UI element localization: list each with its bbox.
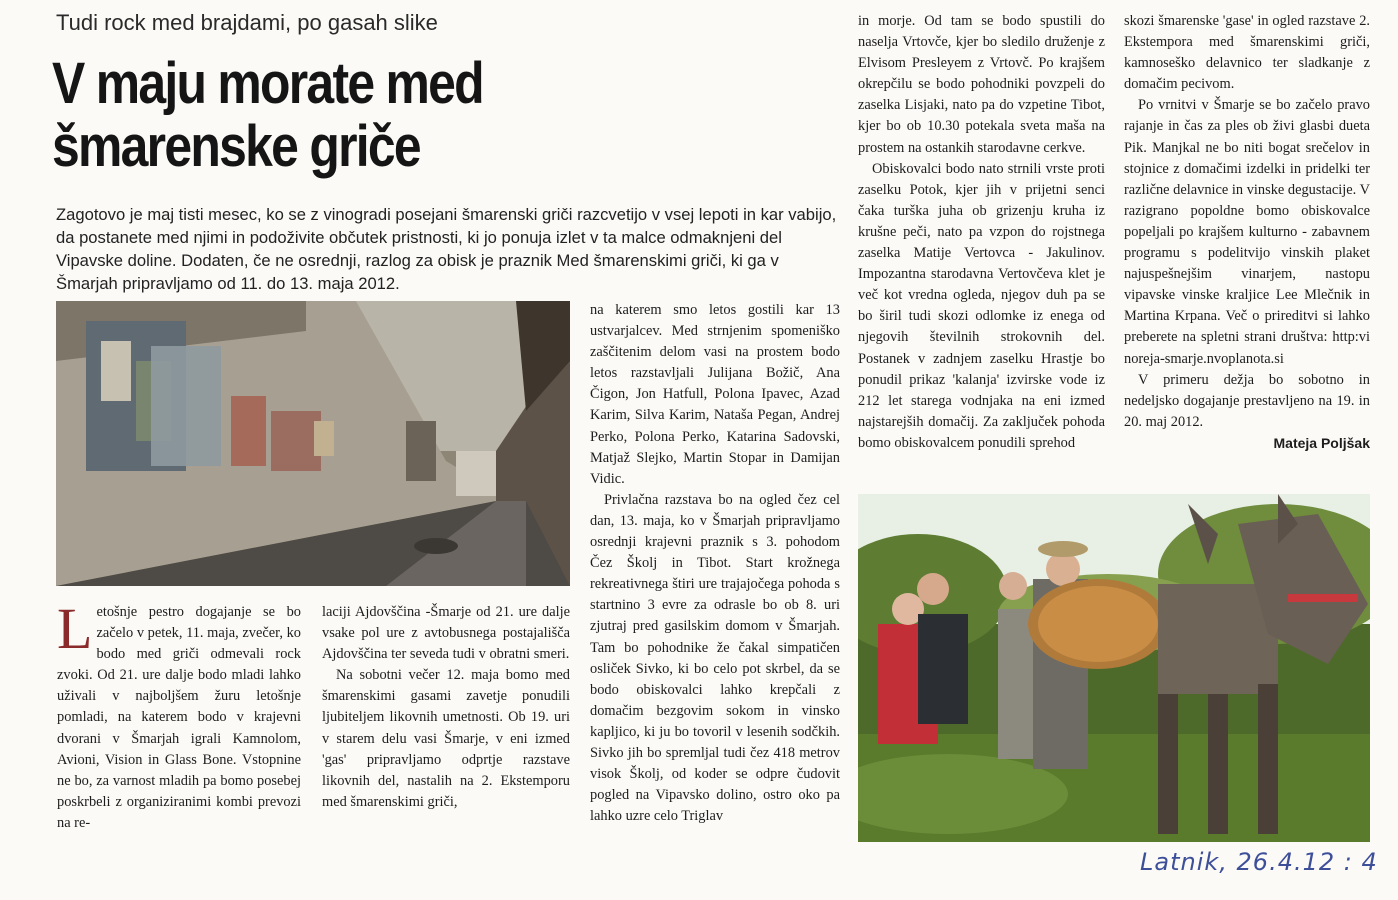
column-3-paragraph-1: na katerem smo letos gostili kar 13 ustvarjalcev. Med strnjenim spomeniško zaščitenim delom vasi na prostem bodo letos razstavljali Julijana Božič, Ana Čigon, Jon Hatfull, Polona Ipavec, Azad Karim, Silva Karim, Nataša Pegan, Andrej Perko, Polona Perko, Katarina Sadovski, Matjaž Slejko, Martin Stopar in Damijan Vidic. (590, 302, 840, 487)
article-headline (52, 52, 499, 178)
column-4 (858, 11, 1105, 454)
donkey-photo-image (858, 494, 1370, 842)
column-5-paragraph-2 (1124, 95, 1370, 369)
column-5-paragraph-1: skozi šmarenske 'gase' in ogled razstave 2. Ekstempora med šmarenskimi griči, kamnoseško delavnico ter sladkanje z domačim pecivom. (1124, 13, 1370, 93)
column-1-text: etošnje pestro dogajanje se bo začelo v petek, 11. maja, zvečer, ko bodo med griči odmevali rock zvoki. Od 21. ure dalje bodo mladi lahko uživali v najboljšem žuru letošnje pomladi, na katerem bodo v krajevni dvorani v Šmarjah igrali Kamnolom, Avioni, Vision in Glass Bone. Vstopnine ne bo, za varnost mladih pa bomo posebej poskrbeli z organiziranimi kombi prevozi na re- (57, 604, 301, 831)
column-3-paragraph-2: Privlačna razstava bo na ogled čez cel dan, 13. maja, ko v Šmarjah pripravljamo osrednji krajevni praznik s 3. pohodom Čez Školj in Tibot. Start krožnega rekreativnega štiri ure trajajočega pohoda s startnino 3 evre za odrasle bo ob 8. uri zjutraj pred gasilskim domom v Šmarjah. Tam bo pohodnike že čakal simpatičen osliček Sivko, ki bo celo pot skrbel, da se bodo obiskovalci lahko krepčali z domačim bezgovim sokom in vinsko kapljico, ki ju bo tovoril v lesenih sodčkih. Sivko jih bo spremljal tudi čez 418 metrov visok Školj, od koder se odpre čudovit pogled na Vipavsko dolino, ostro oko pa lahko uzre celo Triglav (590, 491, 840, 825)
drop-cap: L (57, 596, 93, 661)
column-2-paragraph-1: laciji Ajdovščina -Šmarje od 21. ure dalje vsake pol ure z avtobusnega postajališča Ajdovščina ter seveda tudi v obratni smeri. (322, 604, 570, 663)
column-4-paragraph-1: in morje. Od tam se bodo spustili do naselja Vrtovče, kjer bo sledilo druženje z Elvisom Presleyem z Vrtovč. Po krajšem okrepčilu se bodo pohodniki povzpeli do zaselka Lisjaki, nato pa do vzpetine Tibot, kjer bo ob 10.30 potekala sveta maša na prostem na ostankih starodavne cerkve. (858, 13, 1105, 156)
donkey-photo (858, 494, 1370, 842)
column-5-paragraph-3: V primeru dežja bo sobotno in nedeljsko dogajanje prestavljeno na 19. in 20. maj 2012. (1124, 371, 1370, 430)
column-5 (1124, 11, 1370, 454)
handwritten-note: Latnik, 26.4.12 : 4 (1140, 848, 1378, 876)
article-lead: Zagotovo je maj tisti mesec, ko se z vinogradi posejani šmarenski griči razcvetijo v vsej lepoti in kar vabijo, da postanete med njimi in podoživite občutek pristnosti, ki jo ponuja izlet v ta malce odmaknjeni del Vipavske doline. Dodaten, če ne osrednji, razlog za obisk je praznik Med šmarenskimi griči, ki ga v Šmarjah pripravljamo od 11. do 13. maja 2012. (56, 205, 837, 293)
column-1-paragraph-1 (57, 596, 301, 834)
column-2-paragraph-2: Na sobotni večer 12. maja bomo med šmarenskimi gasami zavetje ponudili ljubiteljem likovnih umetnosti. Ob 19. uri v starem delu vasi Šmarje, v eni izmed 'gas' pripravljamo odprtje razstave likovnih del, nastalih na 2. Ekstemporu med šmarenskimi griči, (322, 667, 570, 810)
street-photo (56, 301, 570, 586)
headline-line-2: šmarenske griče (52, 114, 420, 179)
column-4-paragraph-2: Obiskovalci bodo nato strnili vrste proti zaselku Potok, kjer jih v prijetni senci čaka turška juha ob grizenju kruha iz krušne peči, nato pa vzpon do rojstnega zaselka Matije Vertovca - Jakulinov. Impozantna starodavna Vertovčeva klet je več kot vredna ogleda, njegov duh pa se bo širil tudi skozi odlomke iz enega od njegovih številnih strokovnih del. Postanek v zadnjem zaselku Hrastje bo ponudil prikaz 'kalanja' izvirske vode iz 212 let starega vodnjaka na eni izmed najstarejših domačij. Za zaključek pohoda bomo obiskovalcem ponudili sprehod (858, 160, 1105, 451)
column-1 (57, 596, 301, 834)
column-3 (590, 300, 840, 827)
article-byline: Mateja Poljšak (1273, 434, 1370, 451)
street-photo-image (56, 301, 570, 586)
column-5-text: Po vrnitvi v Šmarje se bo začelo pravo rajanje in čas za ples ob živi glasbi dueta Pik. Manjkal ne bo niti bogat srečelov in stojnice z domačimi izdelki in pridelki ter različne delavnice in vinske degustacije. V razigrano popoldne bomo obiskovalce popeljali po krajšem kulturno - zabavnem programu s podelitvijo vinskih plaket najuspešnejšim vinarjem, nastopu vipavske vinske kraljice Lee Mlečnik in Martina Krpana. Več o prireditvi si lahko preberete na spletni strani društva: (1124, 97, 1370, 346)
column-2 (322, 602, 570, 813)
website-url: http:vinoreja-smarje.nvoplanota.si (1124, 329, 1370, 367)
headline-line-1: V maju morate med (52, 51, 483, 116)
article-kicker: Tudi rock med brajdami, po gasah slike (56, 10, 438, 35)
